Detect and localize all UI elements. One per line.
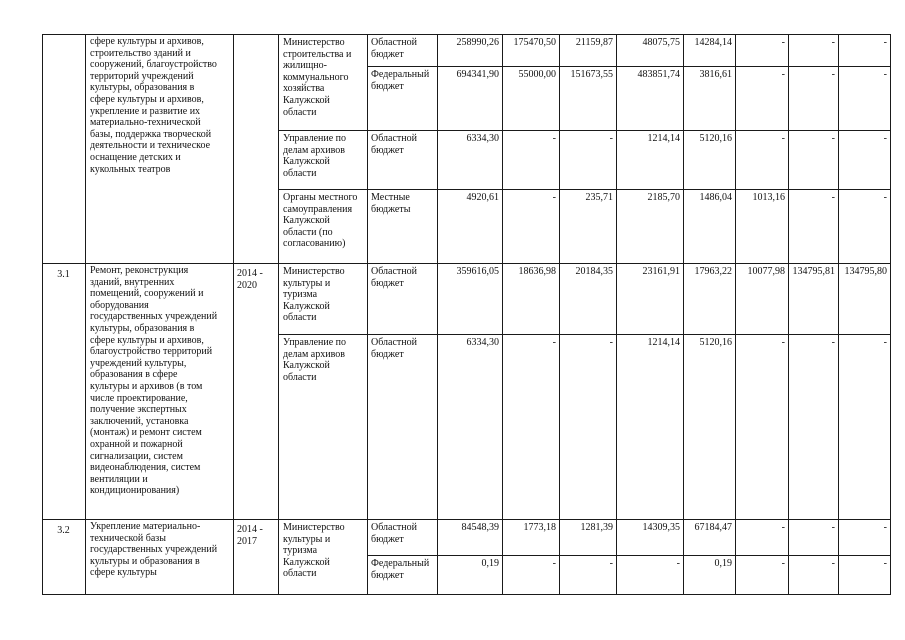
- row-description-line: получение экспертных: [90, 404, 187, 416]
- funding-value-cell: 134795,81: [792, 266, 835, 277]
- funding-value-cell: -: [552, 192, 556, 203]
- executor-line: области: [283, 568, 317, 580]
- executor-line: туризма: [283, 545, 318, 557]
- table-rule-vertical: [788, 34, 789, 595]
- table-rule-vertical: [559, 34, 560, 595]
- funding-value-cell: -: [831, 337, 835, 348]
- table-rule-vertical: [437, 34, 438, 595]
- funding-value-cell: 84548,39: [461, 522, 499, 533]
- funding-source-line: бюджет: [371, 348, 404, 360]
- funding-source-line: бюджет: [371, 569, 404, 581]
- executor-line: Министерство: [283, 37, 345, 48]
- funding-value-cell: 21159,87: [575, 37, 613, 48]
- funding-value-cell: 235,71: [585, 192, 613, 203]
- table-rule-horizontal: [42, 263, 891, 264]
- funding-value-cell: 67184,47: [694, 522, 732, 533]
- row-description-line: учреждений культуры,: [90, 357, 187, 369]
- funding-value-cell: 5120,16: [699, 337, 732, 348]
- funding-value-cell: 1486,04: [699, 192, 732, 203]
- row-description-line: сфере культуры и архивов,: [90, 36, 204, 47]
- row-description-line: зданий, внутренних: [90, 276, 175, 288]
- funding-value-cell: -: [831, 37, 835, 48]
- row-period-line: 2014 -: [237, 268, 263, 279]
- executor-line: согласованию): [283, 238, 346, 250]
- table-rule-vertical: [85, 34, 86, 595]
- row-description-line: Укрепление материально-: [90, 521, 201, 532]
- funding-value-cell: 0,19: [481, 558, 499, 569]
- funding-value-cell: 6334,30: [466, 337, 499, 348]
- funding-value-cell: 20184,35: [575, 266, 613, 277]
- row-description-line: заключений, установка: [90, 415, 189, 427]
- funding-value-cell: 14284,14: [694, 37, 732, 48]
- funding-value-cell: -: [781, 337, 785, 348]
- row-description-line: материально-технической: [90, 117, 201, 129]
- executor-line: делам архивов: [283, 144, 345, 156]
- executor-line: области: [283, 371, 317, 383]
- executor-line: самоуправления: [283, 203, 353, 215]
- executor-line: коммунального: [283, 71, 349, 83]
- row-description-line: числе проектирование,: [90, 392, 188, 404]
- row-description-line: образования в сфере: [90, 369, 178, 381]
- funding-value-cell: -: [609, 558, 613, 569]
- funding-value-cell: 3816,61: [699, 69, 732, 80]
- funding-value-cell: -: [883, 133, 887, 144]
- funding-value-cell: 0,19: [714, 558, 732, 569]
- row-period-line: 2017: [237, 535, 257, 547]
- row-description-line: культуры, образования в: [90, 82, 195, 94]
- row-description-line: кондиционирования): [90, 485, 180, 497]
- funding-source-line: Областной: [371, 522, 418, 533]
- funding-value-cell: 1013,16: [752, 192, 785, 203]
- executor-line: культуры и: [283, 277, 331, 289]
- funding-value-cell: -: [676, 558, 680, 569]
- funding-value-cell: -: [781, 69, 785, 80]
- table-rule-vertical: [233, 34, 234, 595]
- row-description-line: помещений, сооружений и: [90, 288, 204, 300]
- funding-value-cell: 483851,74: [637, 69, 680, 80]
- funding-value-cell: 18636,98: [518, 266, 556, 277]
- executor-line: Управление по: [283, 133, 347, 144]
- table-rule-horizontal: [42, 519, 891, 520]
- funding-value-cell: -: [831, 558, 835, 569]
- funding-value-cell: 2185,70: [647, 192, 680, 203]
- funding-value-cell: 134795,80: [844, 266, 887, 277]
- row-description-line: (монтаж) и ремонт систем: [90, 427, 202, 439]
- executor-line: Калужской: [283, 556, 330, 568]
- table-rule-vertical: [735, 34, 736, 595]
- funding-value-cell: 6334,30: [466, 133, 499, 144]
- table-rule-vertical: [42, 34, 43, 595]
- row-description-line: оборудования: [90, 299, 149, 311]
- row-description-line: видеонаблюдения, систем: [90, 462, 201, 474]
- row-number: 3.2: [57, 525, 70, 536]
- executor-line: культуры и: [283, 533, 331, 545]
- executor-line: Калужской: [283, 360, 330, 372]
- funding-value-cell: -: [552, 337, 556, 348]
- funding-value-cell: -: [883, 558, 887, 569]
- row-description-line: Ремонт, реконструкция: [90, 265, 189, 276]
- row-description-line: оснащение детских и: [90, 152, 181, 163]
- funding-value-cell: 1214,14: [647, 133, 680, 144]
- funding-value-cell: 1281,39: [580, 522, 613, 533]
- table-rule-vertical: [890, 34, 891, 595]
- funding-source-line: Областной: [371, 266, 418, 277]
- funding-value-cell: 258990,26: [456, 37, 499, 48]
- executor-line: Калужской: [283, 156, 330, 168]
- row-number: 3.1: [57, 269, 70, 280]
- table-rule-horizontal: [42, 34, 891, 35]
- funding-value-cell: 10077,98: [747, 266, 785, 277]
- funding-source-line: бюджет: [371, 48, 404, 60]
- funding-source-line: Областной: [371, 37, 418, 48]
- executor-line: хозяйства: [283, 83, 325, 95]
- row-description-line: технической базы: [90, 532, 166, 544]
- row-description-line: территорий учреждений: [90, 70, 194, 82]
- row-description-line: кукольных театров: [90, 163, 171, 175]
- funding-value-cell: -: [831, 133, 835, 144]
- executor-line: строительства и: [283, 48, 352, 60]
- table-rule-horizontal: [278, 189, 891, 190]
- row-description-line: культуры и образования в: [90, 555, 200, 567]
- funding-value-cell: -: [781, 37, 785, 48]
- row-description-line: строительство зданий и: [90, 47, 191, 59]
- funding-value-cell: 55000,00: [518, 69, 556, 80]
- row-description-line: деятельности и техническое: [90, 140, 211, 152]
- row-description-line: сфере культуры и архивов,: [90, 334, 204, 346]
- executor-line: Калужской: [283, 215, 330, 227]
- executor-line: туризма: [283, 289, 318, 301]
- table-rule-vertical: [502, 34, 503, 595]
- executor-line: Органы местного: [283, 192, 358, 203]
- funding-value-cell: -: [883, 522, 887, 533]
- funding-source-line: бюджеты: [371, 203, 411, 215]
- table-rule-horizontal: [278, 130, 891, 131]
- row-description-line: государственных учреждений: [90, 544, 218, 556]
- executor-line: Министерство: [283, 266, 345, 277]
- row-description-line: сфере культуры: [90, 567, 157, 579]
- funding-value-cell: -: [609, 133, 613, 144]
- executor-line: области (по: [283, 226, 333, 238]
- funding-source-line: Федеральный: [371, 69, 430, 80]
- row-description-line: базы, поддержка творческой: [90, 128, 212, 140]
- table-rule-vertical: [278, 34, 279, 595]
- funding-value-cell: 14309,35: [642, 522, 680, 533]
- funding-source-line: бюджет: [371, 80, 404, 92]
- funding-value-cell: 1214,14: [647, 337, 680, 348]
- funding-value-cell: 175470,50: [513, 37, 556, 48]
- row-description-line: сигнализации, систем: [90, 450, 183, 462]
- table-rule-horizontal: [367, 555, 891, 556]
- executor-line: Министерство: [283, 522, 345, 533]
- executor-line: области: [283, 167, 317, 179]
- executor-line: области: [283, 106, 317, 118]
- executor-line: Калужской: [283, 300, 330, 312]
- row-description-line: благоустройство территорий: [90, 346, 213, 358]
- row-description-line: сооружений, благоустройство: [90, 59, 217, 71]
- row-description-line: укрепление и развитие их: [90, 105, 201, 117]
- funding-value-cell: 1773,18: [523, 522, 556, 533]
- funding-source-line: бюджет: [371, 533, 404, 545]
- funding-value-cell: -: [781, 133, 785, 144]
- executor-line: Управление по: [283, 337, 347, 348]
- row-period-line: 2020: [237, 279, 257, 291]
- funding-source-line: Федеральный: [371, 558, 430, 569]
- funding-value-cell: 151673,55: [570, 69, 613, 80]
- funding-value-cell: 17963,22: [694, 266, 732, 277]
- funding-value-cell: -: [781, 522, 785, 533]
- table-rule-vertical: [367, 34, 368, 595]
- funding-value-cell: -: [883, 37, 887, 48]
- funding-value-cell: -: [609, 337, 613, 348]
- funding-value-cell: -: [552, 558, 556, 569]
- funding-value-cell: 48075,75: [642, 37, 680, 48]
- row-description-line: культуры, образования в: [90, 323, 195, 334]
- table-rule-horizontal: [278, 334, 891, 335]
- executor-line: Калужской: [283, 95, 330, 106]
- row-description-line: государственных учреждений: [90, 311, 218, 323]
- table-rule-vertical: [616, 34, 617, 595]
- funding-value-cell: 694341,90: [456, 69, 499, 80]
- funding-value-cell: 4920,61: [466, 192, 499, 203]
- table-rule-horizontal: [367, 66, 891, 67]
- row-description-line: культуры и архивов (в том: [90, 381, 203, 392]
- funding-source-line: Областной: [371, 133, 418, 144]
- funding-value-cell: -: [883, 192, 887, 203]
- executor-line: делам архивов: [283, 348, 345, 360]
- funding-source-line: Областной: [371, 337, 418, 348]
- row-description-line: сфере культуры и архивов,: [90, 94, 204, 105]
- funding-value-cell: 23161,91: [642, 266, 680, 277]
- funding-value-cell: -: [831, 522, 835, 533]
- funding-value-cell: -: [831, 192, 835, 203]
- funding-value-cell: -: [552, 133, 556, 144]
- row-period-line: 2014 -: [237, 524, 263, 535]
- row-description-line: вентиляции и: [90, 473, 148, 485]
- table-rule-vertical: [838, 34, 839, 595]
- funding-value-cell: 359616,05: [456, 266, 499, 277]
- funding-source-line: бюджет: [371, 144, 404, 156]
- row-description-line: охранной и пожарной: [90, 439, 183, 450]
- funding-value-cell: -: [781, 558, 785, 569]
- funding-value-cell: 5120,16: [699, 133, 732, 144]
- funding-source-line: Местные: [371, 192, 410, 203]
- funding-value-cell: -: [831, 69, 835, 80]
- table-rule-horizontal: [42, 594, 891, 595]
- funding-value-cell: -: [883, 337, 887, 348]
- executor-line: области: [283, 312, 317, 324]
- funding-value-cell: -: [883, 69, 887, 80]
- table-rule-vertical: [683, 34, 684, 595]
- executor-line: жилищно-: [283, 60, 327, 72]
- funding-source-line: бюджет: [371, 277, 404, 289]
